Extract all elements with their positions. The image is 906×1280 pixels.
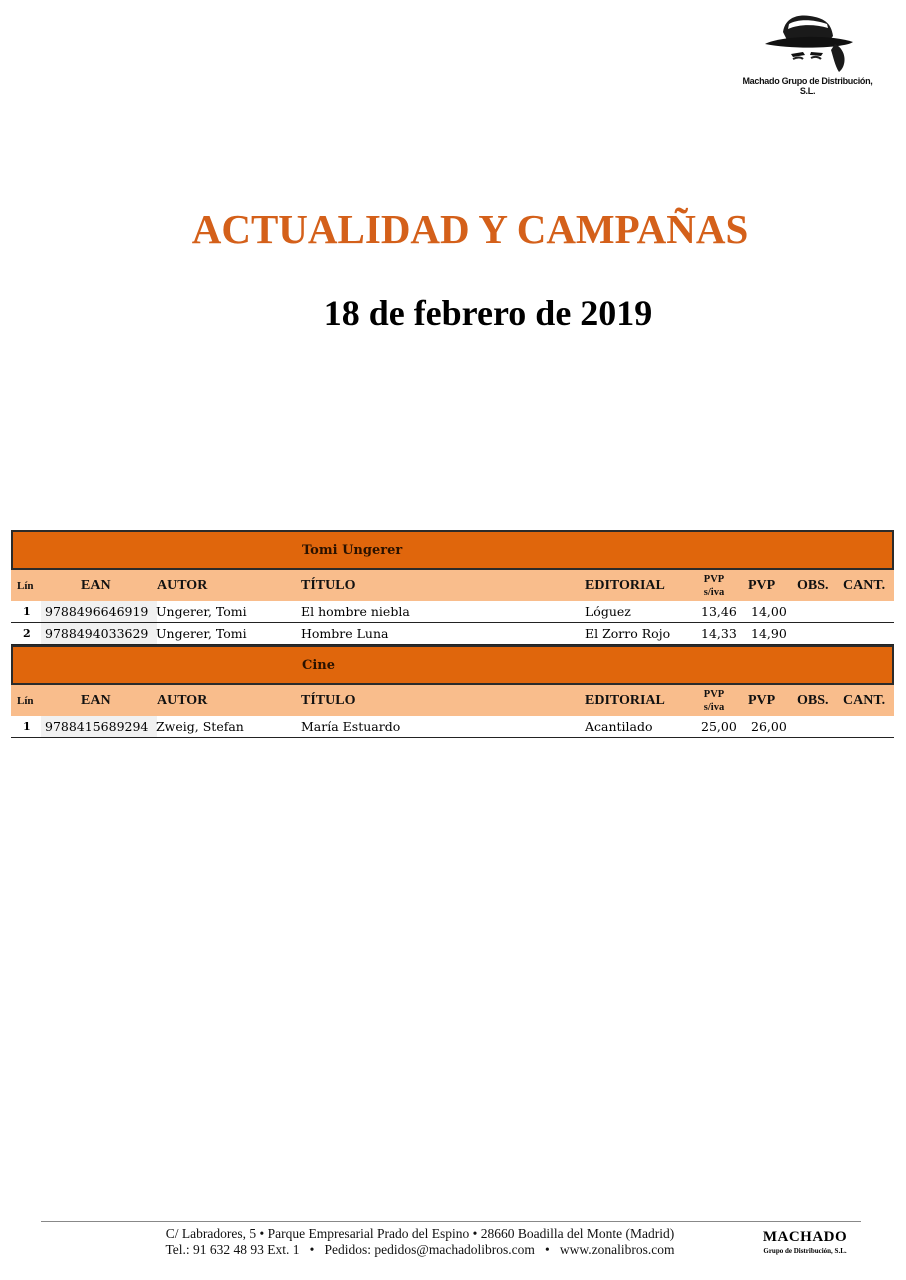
column-header-row (11, 570, 894, 601)
section-title: Tomi Ungerer (302, 543, 403, 558)
table-row (11, 623, 894, 645)
col-obs: OBS. (797, 692, 829, 708)
col-editorial: EDITORIAL (585, 692, 665, 708)
footer-address (80, 1226, 760, 1258)
table-row (11, 716, 894, 738)
col-pvp-siva-line1: PVP (703, 688, 725, 700)
cell-titulo: El hombre niebla (301, 604, 410, 619)
company-logo (735, 10, 880, 95)
col-pvp-siva-line2: s/iva (703, 701, 725, 713)
man-with-hat-logo-icon (735, 10, 880, 76)
col-titulo: TÍTULO (301, 692, 356, 708)
cell-pvp: 26,00 (751, 719, 787, 734)
document-date: 18 de febrero de 2019 (323, 293, 653, 333)
col-editorial: EDITORIAL (585, 577, 665, 593)
cell-titulo: María Estuardo (301, 719, 401, 734)
col-cant: CANT. (843, 692, 886, 708)
col-pvp-siva (697, 685, 731, 716)
section-table-cine (11, 645, 894, 738)
footer-brand (745, 1229, 865, 1255)
cell-editorial: El Zorro Rojo (585, 626, 671, 641)
footer-contact-line: Tel.: 91 632 48 93 Ext. 1 • Pedidos: pedidos@machadolibros.com • www.zonalibros.com (165, 1242, 675, 1257)
col-pvp: PVP (748, 692, 776, 708)
footer-brand-subtitle: Grupo de Distribución, S.L. (763, 1247, 847, 1255)
cell-titulo: Hombre Luna (301, 626, 389, 641)
cell-pvp-siva: 25,00 (701, 719, 737, 734)
footer-brand-name: MACHADO (762, 1229, 848, 1245)
cell-lin: 1 (23, 720, 31, 733)
col-ean: EAN (81, 692, 111, 708)
table-row (11, 601, 894, 623)
cell-ean: 9788494033629 (41, 623, 157, 644)
col-lin: Lín (17, 694, 34, 707)
cell-autor: Zweig, Stefan (156, 719, 244, 734)
col-ean: EAN (81, 577, 111, 593)
cell-lin: 1 (23, 605, 31, 618)
cell-editorial: Acantilado (585, 719, 653, 734)
cell-lin: 2 (23, 627, 31, 640)
cell-editorial: Lóguez (585, 604, 631, 619)
col-pvp: PVP (748, 577, 776, 593)
cell-autor: Ungerer, Tomi (156, 604, 247, 619)
col-pvp-siva (697, 570, 731, 601)
col-autor: AUTOR (157, 692, 208, 708)
col-autor: AUTOR (157, 577, 208, 593)
col-pvp-siva-line1: PVP (703, 573, 725, 585)
cell-autor: Ungerer, Tomi (156, 626, 247, 641)
logo-text: Machado Grupo de Distribución, S.L. (742, 76, 873, 96)
col-pvp-siva-line2: s/iva (703, 586, 725, 598)
col-titulo: TÍTULO (301, 577, 356, 593)
footer-divider (41, 1221, 861, 1222)
cell-pvp: 14,00 (751, 604, 787, 619)
section-header (11, 530, 894, 570)
section-header (11, 645, 894, 685)
section-table-tomi-ungerer (11, 530, 894, 645)
cell-pvp: 14,90 (751, 626, 787, 641)
col-lin: Lín (17, 579, 34, 592)
section-title: Cine (302, 658, 336, 673)
cell-pvp-siva: 14,33 (701, 626, 737, 641)
column-header-row (11, 685, 894, 716)
cell-ean: 9788496646919 (41, 601, 157, 622)
col-obs: OBS. (797, 577, 829, 593)
cell-pvp-siva: 13,46 (701, 604, 737, 619)
page-title: ACTUALIDAD Y CAMPAÑAS (191, 206, 749, 252)
col-cant: CANT. (843, 577, 886, 593)
footer-address-line: C/ Labradores, 5 • Parque Empresarial Prado del Espino • 28660 Boadilla del Monte (Madrid) (165, 1226, 675, 1241)
cell-ean: 9788415689294 (41, 716, 157, 737)
